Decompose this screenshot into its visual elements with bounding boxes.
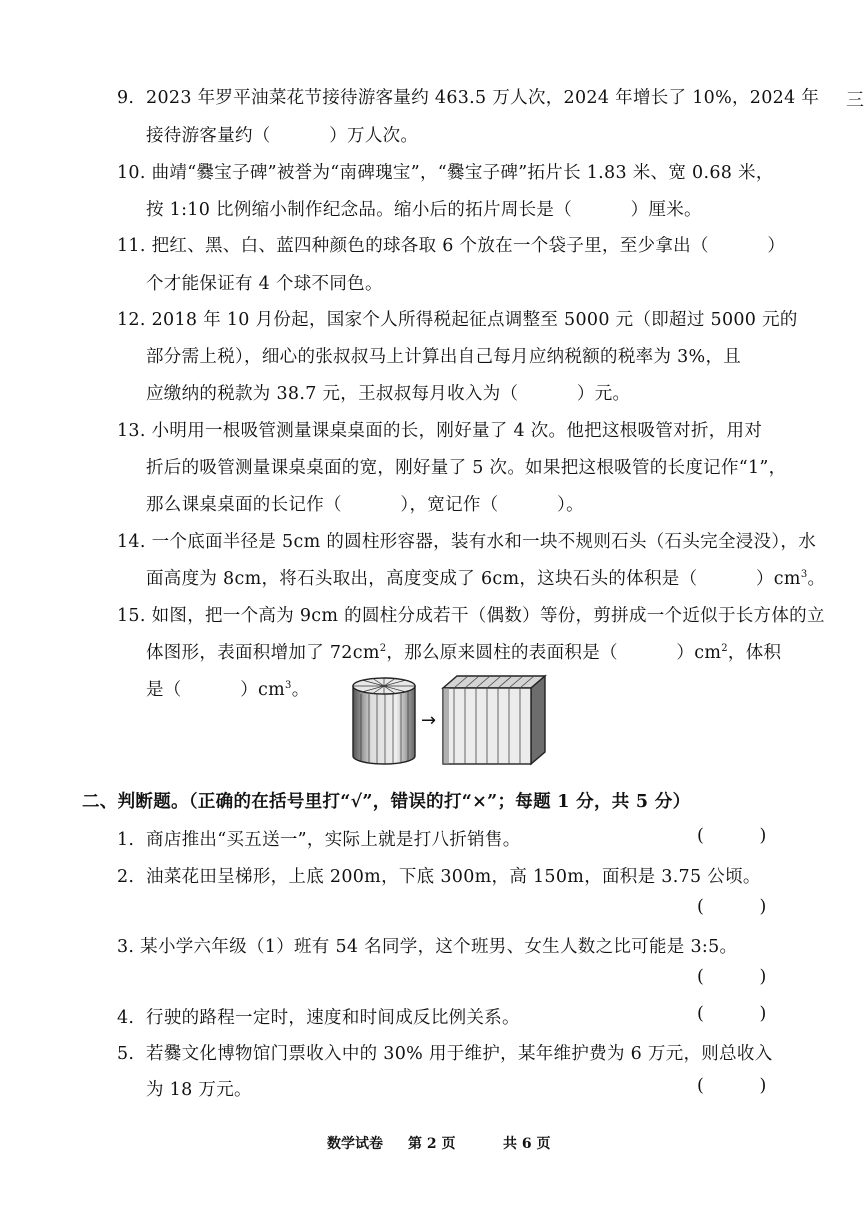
judge-q1: 1. 商店推出“买五送一”，实际上就是打八折销售。 — [117, 830, 521, 850]
q13-line2: 折后的吸管测量课桌桌面的宽，刚好量了 5 次。如果把这根吸管的长度记作“1”， — [146, 458, 787, 478]
cuboid-shape — [443, 676, 545, 764]
q10-line2: 按 1:10 比例缩小制作纪念品。缩小后的拓片周长是（ ）厘米。 — [146, 200, 702, 220]
q15-line2: 体图形，表面积增加了 $72cm^2$，那么原来圆柱的表面积是（ ）$cm^2$，体积 — [146, 643, 782, 663]
q15-line1: 15. 如图，把一个高为 9cm 的圆柱分成若干（偶数）等份，剪拼成一个近似于长方体的立 — [117, 606, 825, 626]
q10-line1: 10. 曲靖“爨宝子碑”被誉为“南碑瑰宝”，“爨宝子碑”拓片长 1.83 米、宽 0.68 米， — [117, 163, 774, 183]
footer-subject: 数学试卷 — [327, 1136, 383, 1152]
q13-line3: 那么课桌桌面的长记作（ ），宽记作（ ）。 — [146, 495, 584, 515]
judge-q2-answer[interactable]: ( ) — [697, 897, 767, 917]
judge-q4-answer[interactable]: ( ) — [697, 1004, 767, 1024]
q12-line2: 部分需上税），细心的张叔叔马上计算出自己每月应纳税额的税率为 3%，且 — [146, 347, 742, 367]
q14-line2: 面高度为 8cm，将石头取出，高度变成了 6cm，这块石头的体积是（ ）$cm^3$。 — [146, 569, 826, 589]
judge-q3: 3. 某小学六年级（1）班有 54 名同学，这个班男、女生人数之比可能是 3:5。 — [117, 937, 738, 957]
judge-q5-line1: 5. 若爨文化博物馆门票收入中的 30% 用于维护，某年维护费为 6 万元，则总收入 — [117, 1044, 773, 1064]
judge-q1-answer[interactable]: ( ) — [697, 826, 767, 846]
judge-q4: 4. 行驶的路程一定时，速度和时间成反比例关系。 — [117, 1008, 520, 1028]
transform-arrow: → — [421, 710, 437, 731]
q12-line1: 12. 2018 年 10 月份起，国家个人所得税起征点调整至 5000 元（即超过 5000 元的 — [117, 310, 798, 330]
footer-total: 共 6 页 — [503, 1136, 551, 1152]
footer-page: 第 2 页 — [408, 1136, 456, 1152]
judge-q3-answer[interactable]: ( ) — [697, 967, 767, 987]
q14-line1: 14. 一个底面半径是 5cm 的圆柱形容器，装有水和一块不规则石头（石头完全浸没），水 — [117, 532, 816, 552]
cylinder-to-cuboid-figure — [345, 672, 560, 772]
cylinder-shape — [353, 678, 415, 764]
edge-mark: 三 — [846, 90, 864, 111]
q12-line3: 应缴纳的税款为 38.7 元，王叔叔每月收入为（ ）元。 — [146, 384, 631, 404]
judge-q2: 2. 油菜花田呈梯形，上底 200m，下底 300m，高 150m，面积是 3.75 公顷。 — [117, 867, 761, 887]
q9-line1: 9. 2023 年罗平油菜花节接待游客量约 463.5 万人次，2024 年增长了 10%，2024 年 — [117, 88, 820, 108]
judge-q5-line2: 为 18 万元。 — [146, 1080, 252, 1100]
judge-q5-answer[interactable]: ( ) — [697, 1076, 767, 1096]
q9-line2: 接待游客量约（ ）万人次。 — [146, 126, 419, 146]
q13-line1: 13. 小明用一根吸管测量课桌桌面的长，刚好量了 4 次。他把这根吸管对折，用对 — [117, 421, 763, 441]
q15-line3: 是（ ）$cm^3$。 — [146, 680, 310, 700]
q11-line1: 11. 把红、黑、白、蓝四种颜色的球各取 6 个放在一个袋子里，至少拿出（ ） — [117, 236, 786, 256]
q11-line2: 个才能保证有 4 个球不同色。 — [146, 274, 383, 294]
section-2-title: 二、判断题。（正确的在括号里打“√”，错误的打“×”；每题 1 分，共 5 分） — [82, 792, 691, 812]
